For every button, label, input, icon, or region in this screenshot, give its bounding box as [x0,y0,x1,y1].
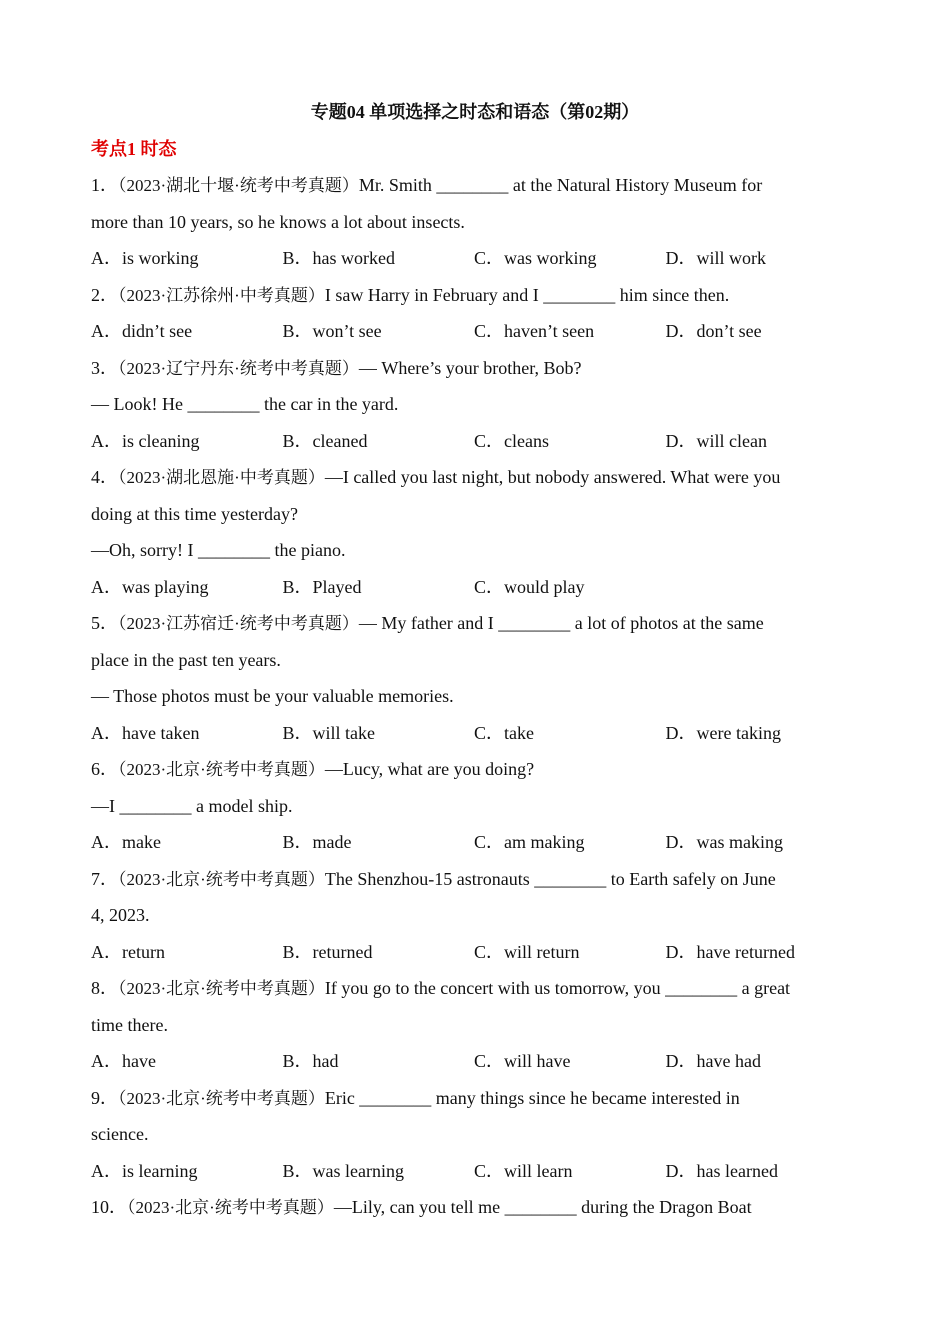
question-item [91,605,863,751]
question-line [91,788,863,825]
question-line [91,167,863,204]
question-source: （2023·江苏徐州·中考真题） [118,285,325,305]
question-line [91,277,863,314]
question-text: —Oh, sorry! I ________ the piano. [91,540,346,560]
question-number: 10． [91,1197,127,1217]
question-source: （2023·北京·统考中考真题） [118,979,325,998]
answer-options [91,569,863,606]
answer-option: A．make [91,832,161,852]
question-item [91,277,863,350]
question-line [91,350,863,387]
answer-options [91,824,863,861]
question-text: Eric ________ many things since he became interested in [324,1087,740,1108]
question-item [91,167,863,277]
answer-options [91,313,863,350]
question-text: —Lucy, what are you doing? [324,759,535,779]
answer-option: B．has worked [282,248,395,268]
question-item [91,350,863,460]
answer-option: A．is working [91,248,199,268]
question-item [91,459,863,605]
question-item [91,970,863,1080]
answer-option: A．didn’t see [91,321,193,341]
question-source: （2023·湖北恩施·中考真题） [118,468,325,487]
question-line [91,459,863,496]
answer-option: B．made [282,832,352,852]
answer-option: D．have had [665,1051,761,1071]
question-text: —Lily, can you tell me ________ during the Dragon Boat [333,1197,752,1217]
question-item [91,861,863,971]
answer-option: A．is cleaning [91,430,200,451]
answer-option: A．have [91,1051,156,1071]
answer-option: B．was learning [282,1160,404,1181]
answer-option: D．was making [665,832,783,852]
question-line [91,386,863,423]
question-line [91,897,863,934]
answer-option: C．am making [474,832,585,852]
question-line [91,1189,863,1226]
question-text: —I ________ a model ship. [91,795,293,816]
question-item [91,751,863,861]
answer-option: C．will return [474,941,580,962]
question-text: — Those photos must be your valuable memories. [91,686,454,706]
question-number: 6． [91,759,118,779]
answer-option: C．cleans [474,430,549,451]
answer-option: D．has learned [665,1160,778,1181]
question-line [91,970,863,1007]
section-heading: 考点1 时态 [91,139,177,159]
answer-option: B．returned [282,941,373,962]
answer-option: B．cleaned [282,430,368,451]
question-text: place in the past ten years. [91,649,281,670]
answer-option: D．will work [665,248,766,268]
question-text: If you go to the concert with us tomorrow, you ________ a great [324,978,791,998]
question-source: （2023·北京·统考中考真题） [127,1198,334,1217]
question-source: （2023·江苏宿迁·统考中考真题） [118,614,359,633]
question-number: 9． [91,1087,118,1108]
question-source: （2023·辽宁丹东·统考中考真题） [118,358,359,378]
question-text: — Where’s your brother, Bob? [358,357,582,378]
answer-option: B．had [282,1051,339,1071]
question-text: time there. [91,1014,168,1035]
question-line [91,678,863,715]
question-line [91,642,863,679]
answer-options [91,715,863,752]
page-title: 专题04 单项选择之时态和语态（第02期） [310,102,640,122]
question-text: — Look! He ________ the car in the yard. [91,394,399,414]
question-source: （2023·北京·统考中考真题） [118,760,325,779]
answer-option: D．don’t see [665,321,762,341]
question-line [91,605,863,642]
answer-option: A．is learning [91,1160,198,1181]
answer-option: C．haven’t seen [474,321,595,341]
question-line [91,1116,863,1153]
answer-option: C．will have [474,1051,571,1071]
question-source: （2023·北京·统考中考真题） [118,1088,325,1108]
question-source: （2023·北京·统考中考真题） [118,869,325,889]
question-text: 4, 2023. [91,905,150,925]
question-text: — My father and I ________ a lot of photos at the same [358,613,764,633]
answer-options [91,423,863,460]
answer-options [91,1043,863,1080]
answer-options [91,934,863,971]
question-text: —I called you last night, but nobody answered. What were you [324,467,781,487]
question-line [91,496,863,533]
question-source: （2023·湖北十堰·统考中考真题） [118,176,359,195]
question-item [91,1189,863,1226]
answer-option: A．was playing [91,576,209,597]
question-number: 8． [91,978,118,998]
answer-option: A．return [91,941,165,962]
answer-options [91,240,863,277]
answer-option: D．will clean [665,430,767,451]
question-text: Mr. Smith ________ at the Natural History Museum for [358,175,763,195]
answer-option: D．have returned [665,941,795,962]
question-number: 1． [91,175,118,195]
question-number: 5． [91,613,118,633]
question-line [91,1080,863,1117]
question-item [91,1080,863,1190]
question-line [91,204,863,241]
question-text: science. [91,1124,149,1144]
answer-option: B．will take [282,722,375,743]
question-number: 2． [91,284,118,305]
answer-options [91,1153,863,1190]
question-text: doing at this time yesterday? [91,503,298,524]
question-text: I saw Harry in February and I ________ him since then. [324,284,730,305]
question-number: 3． [91,357,118,378]
answer-option: D．were taking [665,722,781,743]
question-line [91,1007,863,1044]
answer-option: C．would play [474,576,585,597]
question-line [91,751,863,788]
answer-option: B．Played [282,576,362,597]
question-number: 7． [91,868,118,889]
question-text: The Shenzhou-15 astronauts ________ to Earth safely on June [324,868,776,889]
question-line [91,532,863,569]
question-line [91,861,863,898]
answer-option: C．will learn [474,1160,573,1181]
question-text: more than 10 years, so he knows a lot about insects. [91,211,465,232]
question-list [91,167,863,1226]
answer-option: B．won’t see [282,321,382,341]
answer-option: A．have taken [91,722,200,743]
answer-option: C．was working [474,248,597,268]
question-number: 4． [91,467,118,487]
answer-option: C．take [474,722,534,743]
